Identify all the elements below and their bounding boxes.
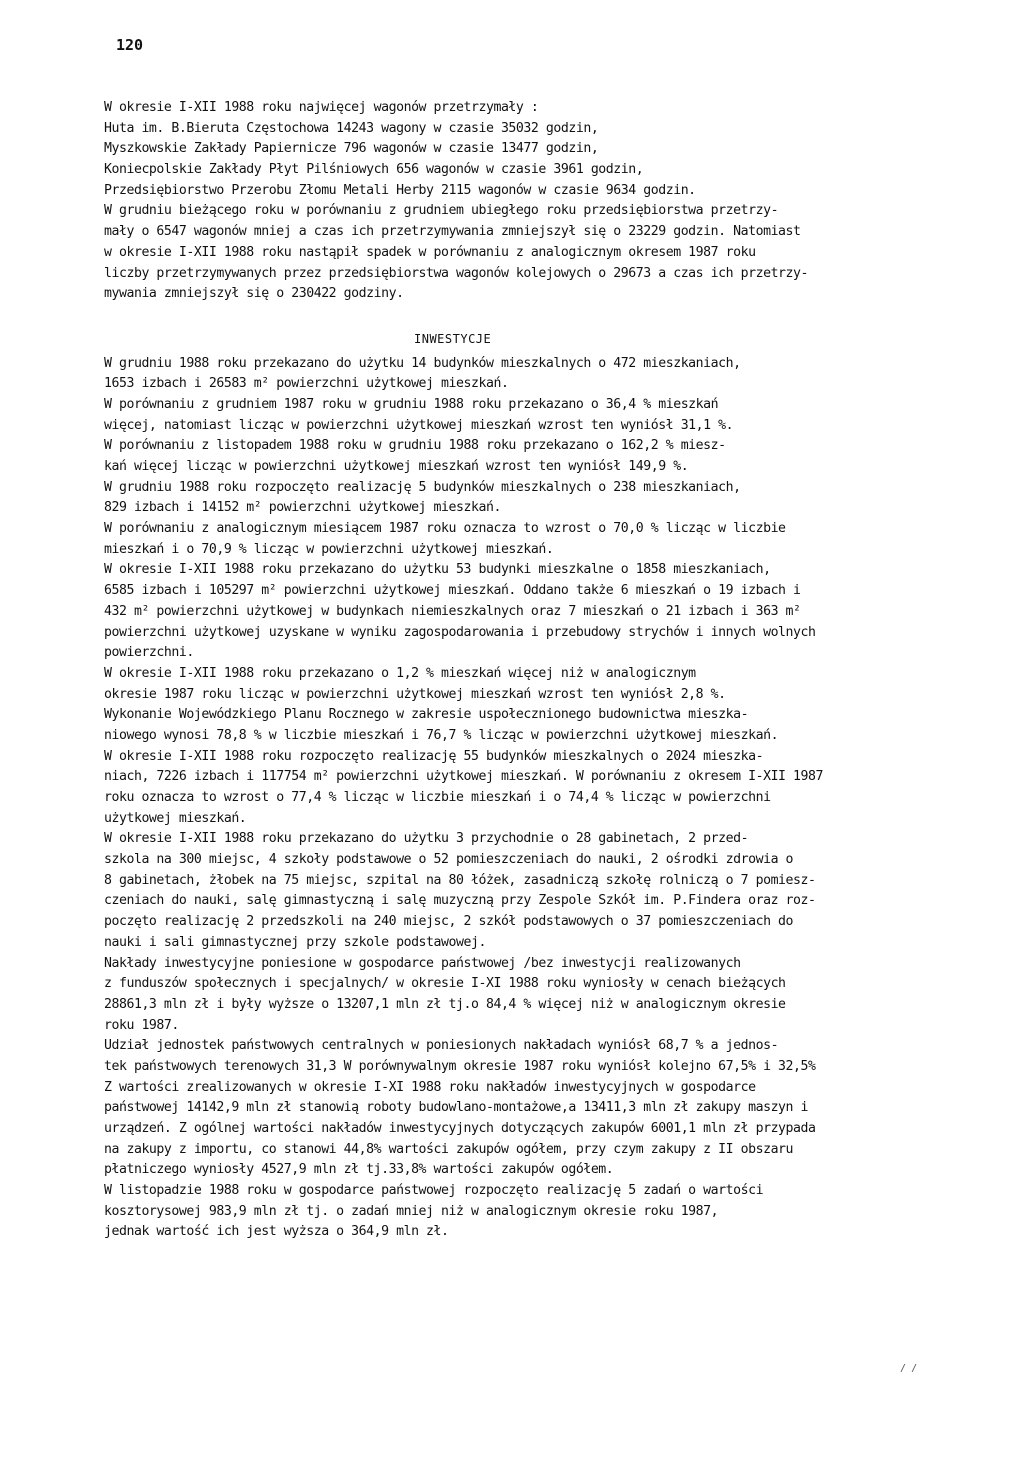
text-line: czeniach do nauki, salę gimnastyczną i salę muzyczną przy Zespole Szkół im. P.Findera oraz roz- bbox=[104, 893, 816, 909]
text-line: Przedsiębiorstwo Przerobu Złomu Metali Herby 2115 wagonów w czasie 9634 godzin. bbox=[104, 182, 696, 198]
text-line: kań więcej licząc w powierzchni użytkowej mieszkań wzrost ten wyniósł 149,9 %. bbox=[104, 459, 689, 474]
section-heading-investments: INWESTYCJE bbox=[414, 331, 492, 346]
text-line: tek państwowych terenowych 31,3 W porównywalnym okresie 1987 roku wyniósł kolejno 67,5% i 32,5% bbox=[104, 1058, 816, 1074]
text-line: Nakłady inwestycyjne poniesione w gospodarce państwowej /bez inwestycji realizowanych bbox=[104, 955, 741, 971]
text-line: Wykonanie Wojewódzkiego Planu Rocznego w zakresie uspołecznionego budownictwa mieszka- bbox=[104, 707, 749, 723]
text-line: państwowej 14142,9 mln zł stanowią roboty budowlano-montażowe,a 13411,3 mln zł zakupy maszyn i bbox=[104, 1100, 809, 1116]
text-line: płatniczego wyniosły 4527,9 mln zł tj.33,8% wartości zakupów ogółem. bbox=[104, 1162, 614, 1178]
page-number: 120 bbox=[116, 36, 144, 54]
text-line: poczęto realizację 2 przedszkoli na 240 miejsc, 2 szkół podstawowych o 37 pomieszczeniach do bbox=[104, 914, 794, 930]
investments-section bbox=[104, 354, 964, 1244]
text-line: Z wartości zrealizowanych w okresie I-XI 1988 roku nakładów inwestycyjnych w gospodarce bbox=[104, 1079, 756, 1095]
text-line: mywania zmniejszył się o 230422 godziny. bbox=[104, 286, 404, 302]
text-line: mały o 6547 wagonów mniej a czas ich przetrzymywania zmniejszył się o 23229 godzin. Natomiast bbox=[104, 224, 801, 240]
text-line: 1653 izbach i 26583 m² powierzchni użytkowej mieszkań. bbox=[104, 376, 509, 392]
text-line: 432 m² powierzchni użytkowej w budynkach niemieszkalnych oraz 7 mieszkań o 21 izbach i 363 m² bbox=[104, 603, 801, 619]
text-line: W okresie I-XII 1988 roku przekazano do użytku 53 budynki mieszkalne o 1858 mieszkaniach, bbox=[104, 562, 771, 578]
text-line: Huta im. B.Bieruta Częstochowa 14243 wagony w czasie 35032 godzin, bbox=[104, 120, 599, 136]
text-line: W porównaniu z grudniem 1987 roku w grudniu 1988 roku przekazano o 36,4 % mieszkań bbox=[104, 396, 719, 412]
text-line: Udział jednostek państwowych centralnych w poniesionych nakładach wyniósł 68,7 % a jednos- bbox=[104, 1038, 779, 1054]
text-line: 8 gabinetach, żłobek na 75 miejsc, szpital na 80 łóżek, zasadniczą szkołę rolniczą o 7 pomiesz- bbox=[104, 872, 816, 888]
text-line: Koniecpolskie Zakłady Płyt Pilśniowych 656 wagonów w czasie 3961 godzin, bbox=[104, 162, 644, 178]
text-line: W grudniu 1988 roku przekazano do użytku 14 budynków mieszkalnych o 472 mieszkaniach, bbox=[104, 355, 741, 371]
document-body bbox=[104, 98, 964, 1243]
text-line: W listopadzie 1988 roku w gospodarce państwowej rozpoczęto realizację 5 zadań o wartości bbox=[104, 1183, 764, 1199]
text-line: okresie 1987 roku licząc w powierzchni użytkowej mieszkań wzrost ten wyniósł 2,8 %. bbox=[104, 686, 726, 702]
text-line: z funduszów społecznych i specjalnych/ w okresie I-XI 1988 roku wyniosły w cenach bieżących bbox=[104, 976, 786, 992]
text-line: W okresie I-XII 1988 roku przekazano do użytku 3 przychodnie o 28 gabinetach, 2 przed- bbox=[104, 831, 749, 847]
footer-marks: / / bbox=[900, 1363, 917, 1374]
text-line: nauki i sali gimnastycznej przy szkole podstawowej. bbox=[104, 934, 486, 950]
text-line: więcej, natomiast licząc w powierzchni użytkowej mieszkań wzrost ten wyniósł 31,1 %. bbox=[104, 417, 734, 433]
text-line: powierzchni użytkowej uzyskane w wyniku zagospodarowania i przebudowy strychów i innych wolnych bbox=[104, 624, 816, 640]
text-line: niach, 7226 izbach i 117754 m² powierzchni użytkowej mieszkań. W porównaniu z okresem I-XII 1987 bbox=[104, 769, 823, 785]
text-line: urządzeń. Z ogólnej wartości nakładów inwestycyjnych dotyczących zakupów 6001,1 mln zł przypada bbox=[104, 1121, 816, 1136]
text-line: powierzchni. bbox=[104, 645, 194, 661]
text-line: jednak wartość ich jest wyższa o 364,9 mln zł. bbox=[104, 1224, 449, 1240]
text-line: W grudniu bieżącego roku w porównaniu z grudniem ubiegłego roku przedsiębiorstwa przetrzy- bbox=[104, 203, 779, 219]
text-line: użytkowej mieszkań. bbox=[104, 810, 247, 826]
text-line: mieszkań i o 70,9 % licząc w powierzchni użytkowej mieszkań. bbox=[104, 541, 554, 557]
text-line: 829 izbach i 14152 m² powierzchni użytkowej mieszkań. bbox=[104, 500, 501, 516]
text-line: na zakupy z importu, co stanowi 44,8% wartości zakupów ogółem, przy czym zakupy z II obszaru bbox=[104, 1141, 794, 1157]
text-line: Myszkowskie Zakłady Papiernicze 796 wagonów w czasie 13477 godzin, bbox=[104, 141, 599, 157]
text-line: W porównaniu z listopadem 1988 roku w grudniu 1988 roku przekazano o 162,2 % miesz- bbox=[104, 438, 726, 454]
text-line: W okresie I-XII 1988 roku przekazano o 1,2 % mieszkań więcej niż w analogicznym bbox=[104, 665, 696, 681]
text-line: W porównaniu z analogicznym miesiącem 1987 roku oznacza to wzrost o 70,0 % licząc w liczbie bbox=[104, 521, 786, 537]
text-line: roku oznacza to wzrost o 77,4 % licząc w liczbie mieszkań i o 74,4 % licząc w powierzchni bbox=[104, 790, 771, 805]
text-line: W okresie I-XII 1988 roku rozpoczęto realizację 55 budynków mieszkalnych o 2024 mieszka- bbox=[104, 748, 764, 764]
text-line: 6585 izbach i 105297 m² powierzchni użytkowej mieszkań. Oddano także 6 mieszkań o 19 izbach i bbox=[104, 583, 801, 599]
text-line: kosztorysowej 983,9 mln zł tj. o zadań mniej niż w analogicznym okresie roku 1987, bbox=[104, 1203, 719, 1219]
text-line: 28861,3 mln zł i były wyższe o 13207,1 mln zł tj.o 84,4 % więcej niż w analogicznym okresie bbox=[104, 996, 786, 1012]
text-line: liczby przetrzymywanych przez przedsiębiorstwa wagonów kolejowych o 29673 a czas ich przetrzy- bbox=[104, 265, 809, 281]
text-line: W grudniu 1988 roku rozpoczęto realizację 5 budynków mieszkalnych o 238 mieszkaniach, bbox=[104, 479, 741, 495]
text-line: szkola na 300 miejsc, 4 szkoły podstawowe o 52 pomieszczeniach do nauki, 2 ośrodki zdrowia o bbox=[104, 852, 794, 868]
text-line: roku 1987. bbox=[104, 1017, 179, 1033]
text-line: niowego wynosi 78,8 % w liczbie mieszkań i 76,7 % licząc w powierzchni użytkowej mieszkań. bbox=[104, 727, 779, 743]
text-line: w okresie I-XII 1988 roku nastąpił spadek w porównaniu z analogicznym okresem 1987 roku bbox=[104, 244, 756, 260]
transport-section bbox=[104, 98, 964, 305]
text-line: W okresie I-XII 1988 roku najwięcej wagonów przetrzymały : bbox=[104, 100, 539, 115]
